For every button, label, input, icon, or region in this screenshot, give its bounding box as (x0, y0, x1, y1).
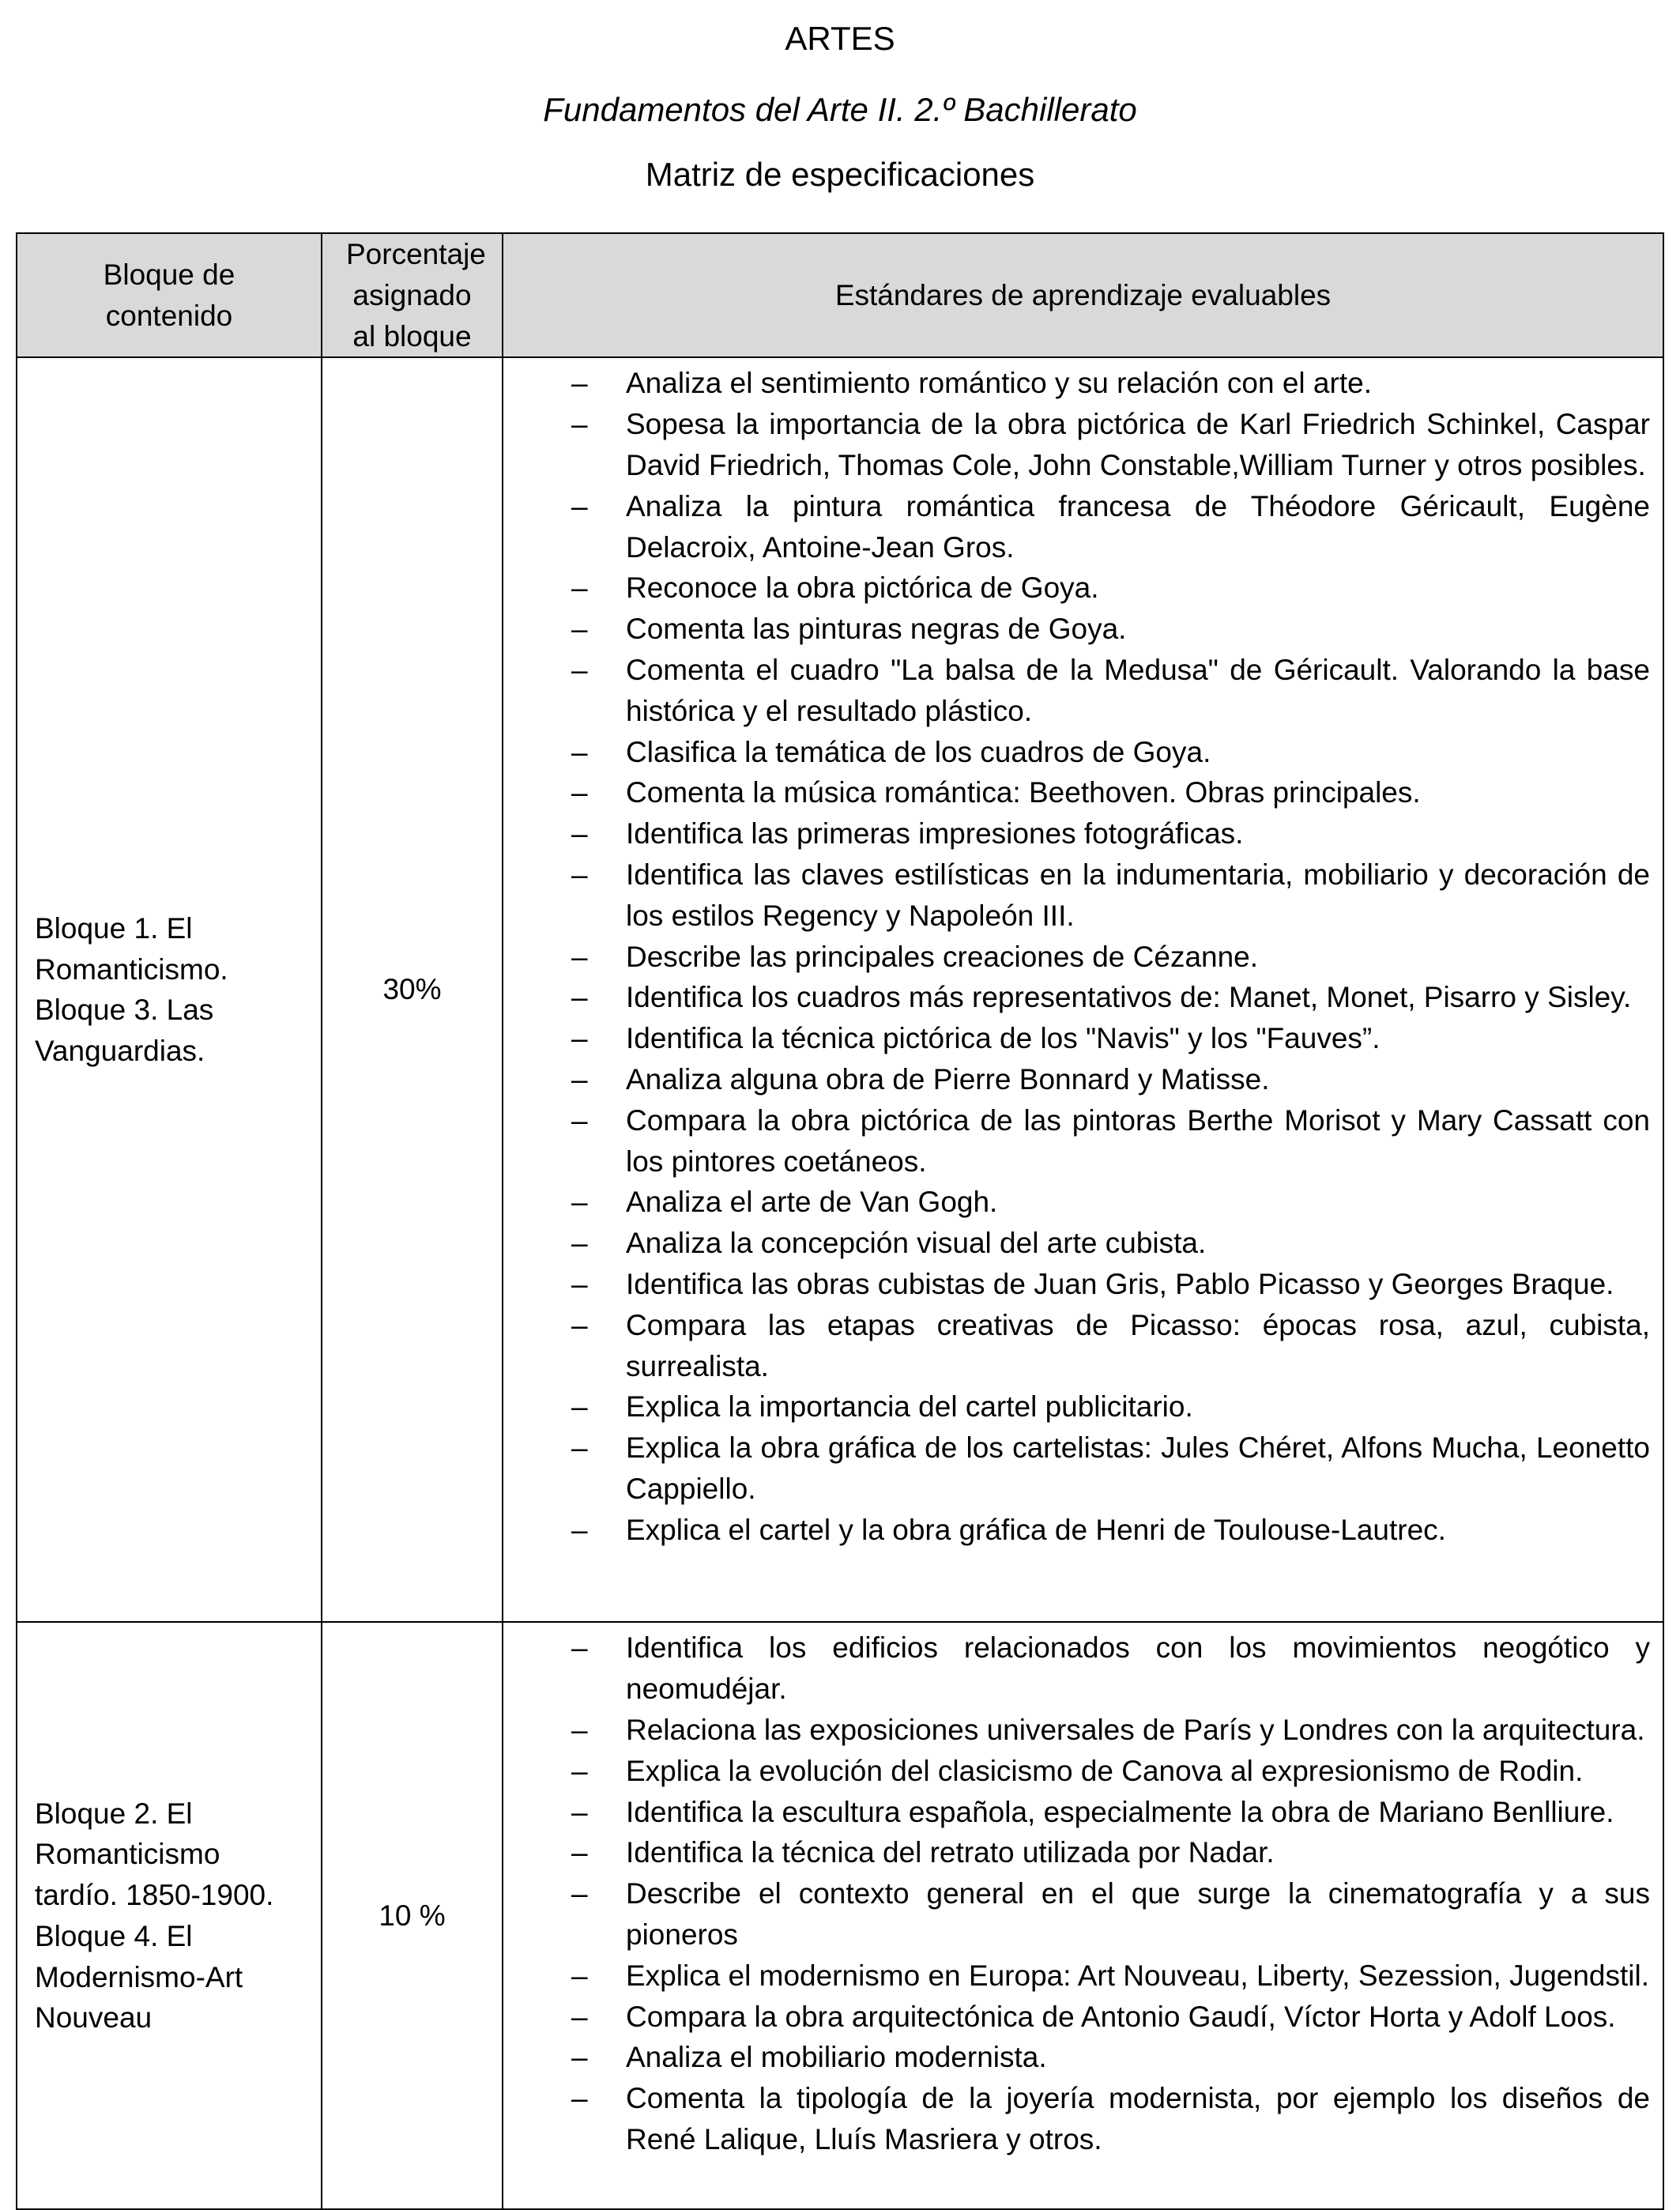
standard-item (503, 486, 1650, 568)
standard-item (503, 1018, 1650, 1059)
bloque-line: Bloque 1. El (35, 911, 193, 945)
dash-bullet-icon: – (571, 1227, 588, 1260)
standard-item (503, 854, 1650, 937)
standard-item (503, 363, 1650, 404)
standard-text: Analiza el sentimiento romántico y su relación con el arte. (626, 367, 1372, 400)
standard-text: Explica el cartel y la obra gráfica de Henri de Toulouse-Lautrec. (626, 1513, 1446, 1546)
standard-item (503, 1751, 1650, 1792)
bloque-cell (17, 1622, 322, 2209)
dash-bullet-icon: – (571, 367, 588, 400)
header-bloque: Bloque de contenido (17, 233, 322, 357)
standard-text: Explica el modernismo en Europa: Art Nouveau, Liberty, Sezession, Jugendstil. (626, 1959, 1649, 1992)
dash-bullet-icon: – (571, 981, 588, 1014)
header-porcentaje: Porcentaje asignado al bloque (322, 233, 503, 357)
standard-text: Identifica la técnica del retrato utilizada por Nadar. (626, 1836, 1275, 1869)
standard-item (503, 1510, 1650, 1551)
standard-item (503, 977, 1650, 1018)
standard-text: Reconoce la obra pictórica de Goya. (626, 571, 1099, 605)
bloque-line: Romanticismo. (35, 952, 228, 986)
standard-text: Compara la obra pictórica de las pintoras Berthe Morisot y Mary Cassatt con los pintores coetáneos. (626, 1103, 1650, 1178)
dash-bullet-icon: – (571, 1631, 588, 1665)
standard-text: Comenta las pinturas negras de Goya. (626, 613, 1127, 646)
bloque-line: Nouveau (35, 2001, 153, 2035)
bloque-line: Bloque 2. El (35, 1797, 193, 1830)
standard-item (503, 1264, 1650, 1305)
bloque-line: tardío. 1850-1900. (35, 1879, 274, 1912)
dash-bullet-icon: – (571, 1836, 588, 1869)
standard-item (503, 568, 1650, 609)
dash-bullet-icon: – (571, 1186, 588, 1219)
standard-item (503, 650, 1650, 732)
dash-bullet-icon: – (571, 817, 588, 850)
bloque-line: Vanguardias. (35, 1035, 205, 1068)
standards-cell (503, 357, 1663, 1622)
standard-item (503, 1386, 1650, 1427)
dash-bullet-icon: – (571, 940, 588, 973)
bloque-cell (17, 357, 322, 1622)
document-type-title: Matriz de especificaciones (645, 156, 1035, 193)
standards-list (503, 1627, 1650, 2159)
standards-cell (503, 1622, 1663, 2209)
standard-item (503, 937, 1650, 978)
standard-text: Identifica los edificios relacionados con los movimientos neogótico y neomudéjar. (626, 1631, 1650, 1706)
standard-item (503, 1305, 1650, 1387)
standard-text: Analiza la pintura romántica francesa de Théodore Géricault, Eugène Delacroix, Antoine-Jean Gros. (626, 489, 1650, 564)
dash-bullet-icon: – (571, 1390, 588, 1424)
dash-bullet-icon: – (571, 1713, 588, 1746)
standard-text: Explica la importancia del cartel publicitario. (626, 1390, 1193, 1424)
dash-bullet-icon: – (571, 735, 588, 768)
standard-text: Relaciona las exposiciones universales de París y Londres con la arquitectura. (626, 1713, 1645, 1746)
dash-bullet-icon: – (571, 2041, 588, 2074)
standard-text: Analiza el arte de Van Gogh. (626, 1186, 998, 1219)
dash-bullet-icon: – (571, 1022, 588, 1055)
percentage-cell: 10 % (322, 1622, 503, 2209)
standard-text: Explica la evolución del clasicismo de Canova al expresionismo de Rodin. (626, 1754, 1584, 1787)
dash-bullet-icon: – (571, 1103, 588, 1137)
standard-item (503, 404, 1650, 486)
table-row (17, 357, 1663, 1622)
table-row (17, 1622, 1663, 2209)
header-estandares: Estándares de aprendizaje evaluables (503, 233, 1663, 357)
standard-text: Describe las principales creaciones de Cézanne. (626, 940, 1259, 973)
standard-item (503, 1792, 1650, 1833)
dash-bullet-icon: – (571, 2000, 588, 2033)
standard-text: Sopesa la importancia de la obra pictórica de Karl Friedrich Schinkel, Caspar David Friedrich, Thomas Cole, John Constable,William Turner y otros posibles. (626, 408, 1650, 481)
standard-text: Comenta la tipología de la joyería modernista, por ejemplo los diseños de René Lalique, Lluís Masriera y otros. (626, 2082, 1650, 2155)
dash-bullet-icon: – (571, 1308, 588, 1341)
standard-item (503, 2037, 1650, 2078)
standard-item (503, 772, 1650, 813)
standard-text: Analiza alguna obra de Pierre Bonnard y Matisse. (626, 1062, 1270, 1096)
standard-text: Analiza el mobiliario modernista. (626, 2041, 1047, 2074)
standard-item (503, 1100, 1650, 1182)
standard-text: Identifica la escultura española, especialmente la obra de Mariano Benlliure. (626, 1795, 1614, 1828)
subject-title: ARTES (785, 20, 895, 57)
standard-item (503, 1059, 1650, 1100)
standard-item (503, 732, 1650, 773)
dash-bullet-icon: – (571, 1877, 588, 1910)
standard-item (503, 609, 1650, 650)
dash-bullet-icon: – (571, 1431, 588, 1465)
dash-bullet-icon: – (571, 2082, 588, 2115)
standard-item (503, 1955, 1650, 1997)
standard-text: Identifica las obras cubistas de Juan Gris, Pablo Picasso y Georges Braque. (626, 1267, 1614, 1300)
dash-bullet-icon: – (571, 571, 588, 605)
standard-text: Compara las etapas creativas de Picasso: épocas rosa, azul, cubista, surrealista. (626, 1308, 1650, 1382)
standards-list (503, 363, 1650, 1550)
standard-item (503, 813, 1650, 854)
dash-bullet-icon: – (571, 613, 588, 646)
standard-item (503, 1710, 1650, 1751)
bloque-line: Bloque 3. Las (35, 994, 214, 1027)
dash-bullet-icon: – (571, 489, 588, 522)
standard-text: Compara la obra arquitectónica de Antonio Gaudí, Víctor Horta y Adolf Loos. (626, 2000, 1616, 2033)
standard-text: Analiza la concepción visual del arte cubista. (626, 1227, 1207, 1260)
table-header-row (17, 233, 1663, 357)
standard-item (503, 1223, 1650, 1264)
standard-item (503, 1627, 1650, 1710)
dash-bullet-icon: – (571, 776, 588, 809)
standard-item (503, 1832, 1650, 1873)
dash-bullet-icon: – (571, 1754, 588, 1787)
dash-bullet-icon: – (571, 1513, 588, 1546)
standard-item (503, 1427, 1650, 1510)
standard-text: Explica la obra gráfica de los cartelistas: Jules Chéret, Alfons Mucha, Leonetto Cappiello. (626, 1431, 1650, 1505)
bloque-line: Bloque 4. El (35, 1919, 193, 1952)
dash-bullet-icon: – (571, 1795, 588, 1828)
standard-item (503, 1997, 1650, 2038)
standard-text: Describe el contexto general en el que surge la cinematografía y a sus pioneros (626, 1877, 1650, 1951)
dash-bullet-icon: – (571, 858, 588, 891)
standard-item (503, 2078, 1650, 2160)
standard-text: Comenta el cuadro "La balsa de la Medusa" de Géricault. Valorando la base histórica y el resultado plástico. (626, 653, 1650, 727)
standard-text: Comenta la música romántica: Beethoven. Obras principales. (626, 776, 1421, 809)
bloque-line: Modernismo-Art (35, 1960, 243, 1993)
standard-text: Identifica la técnica pictórica de los "Navis" y los "Fauves”. (626, 1022, 1381, 1055)
dash-bullet-icon: – (571, 408, 588, 441)
course-title: Fundamentos del Arte II. 2.º Bachillerato (543, 91, 1137, 128)
dash-bullet-icon: – (571, 653, 588, 686)
bloque-line: Romanticismo (35, 1838, 220, 1871)
standard-item (503, 1182, 1650, 1223)
dash-bullet-icon: – (571, 1062, 588, 1096)
standard-item (503, 1873, 1650, 1955)
standard-text: Identifica las claves estilísticas en la indumentaria, mobiliario y decoración de los estilos Regency y Napoleón III. (626, 858, 1650, 932)
standard-text: Clasifica la temática de los cuadros de Goya. (626, 735, 1211, 768)
dash-bullet-icon: – (571, 1267, 588, 1300)
percentage-cell: 30% (322, 357, 503, 1622)
standard-text: Identifica los cuadros más representativos de: Manet, Monet, Pisarro y Sisley. (626, 981, 1632, 1014)
standard-text: Identifica las primeras impresiones fotográficas. (626, 817, 1244, 850)
dash-bullet-icon: – (571, 1959, 588, 1992)
specifications-matrix-table (16, 232, 1664, 2210)
